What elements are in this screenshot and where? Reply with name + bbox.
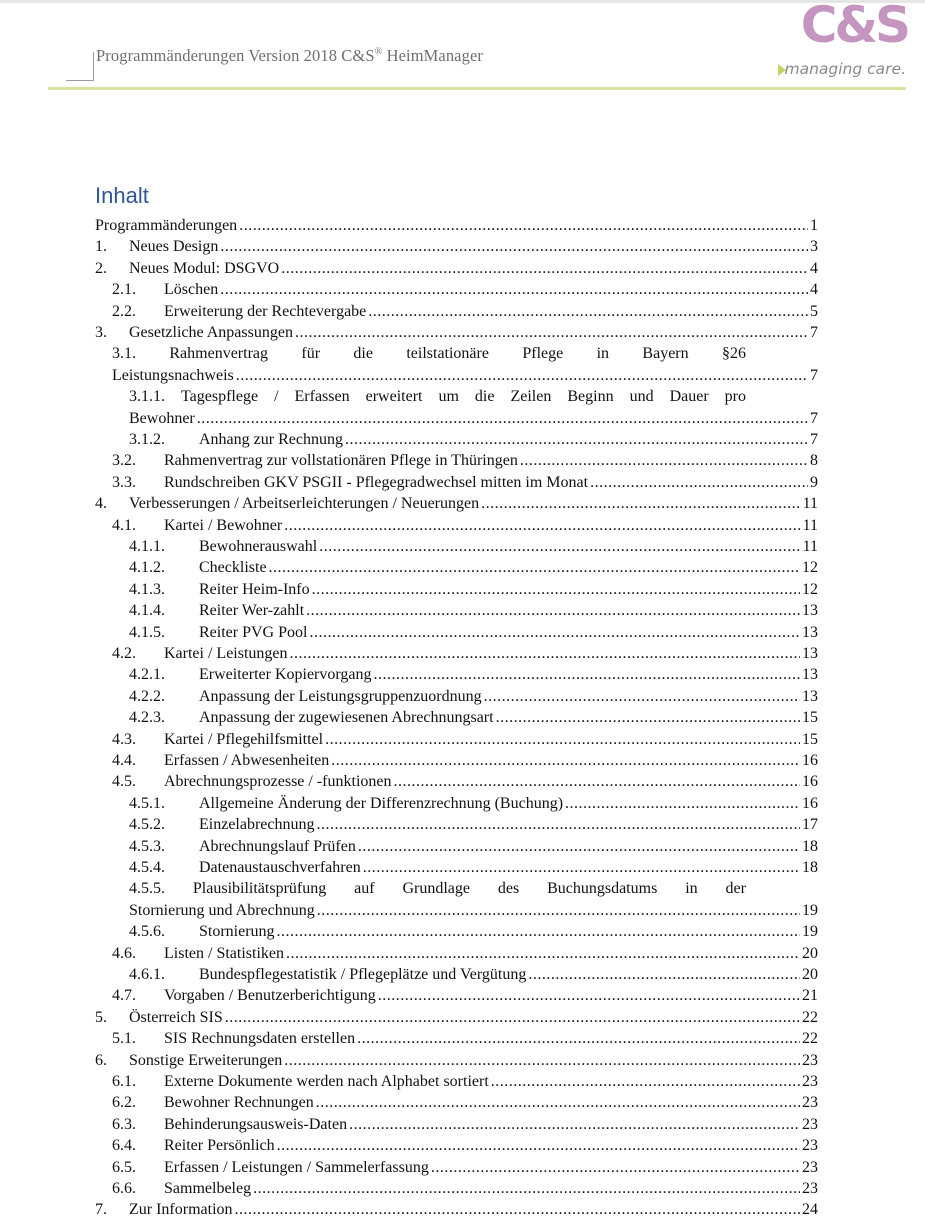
toc-entry-page: 20 xyxy=(802,944,818,962)
toc-entry-number: 3. xyxy=(95,324,107,341)
toc-entry-title: Kartei / Leistungen xyxy=(164,645,288,662)
toc-leader-dots xyxy=(306,600,800,621)
toc-leader-dots xyxy=(331,750,800,771)
toc-entry-title: Abrechnungsprozesse / -funktionen xyxy=(164,773,392,791)
toc-entry-word: Erfassen xyxy=(294,388,350,406)
toc-entry-page: 3 xyxy=(810,238,818,256)
toc-entry[interactable] xyxy=(129,686,818,707)
toc-entry-page: 12 xyxy=(802,559,818,577)
toc-entry-word: um xyxy=(438,388,459,406)
toc-entry-word: Grundlage xyxy=(402,880,470,898)
toc-leader-dots xyxy=(312,579,800,600)
toc-entry-number: 4.5.4. xyxy=(129,859,165,876)
toc-leader-dots xyxy=(349,1114,800,1135)
toc-entry-word: für xyxy=(301,345,321,363)
toc-entry-number: 4.1.1. xyxy=(129,538,165,555)
toc-entry-word: / xyxy=(274,388,279,406)
toc-leader-dots xyxy=(394,771,801,792)
logo-tagline: managing care. xyxy=(784,60,906,78)
toc-entry-number: 6.6. xyxy=(112,1180,136,1197)
toc-entry[interactable] xyxy=(95,1199,818,1220)
toc-entry-page: 15 xyxy=(802,730,818,748)
toc-entry[interactable] xyxy=(129,964,818,985)
toc-entry[interactable] xyxy=(112,365,818,386)
toc-entry-title: Verbesserungen / Arbeitserleichterungen / Neuerungen xyxy=(129,495,480,513)
toc-entry-word: Rahmenvertrag xyxy=(169,345,268,363)
toc-entry-number: 4.1.3. xyxy=(129,580,165,598)
toc-entry-number: 4.1. xyxy=(112,516,136,534)
toc-leader-dots xyxy=(357,1028,800,1049)
toc-entry-page: 8 xyxy=(810,452,818,470)
toc-entry-title: Sammelbeleg xyxy=(164,1180,252,1197)
toc-entry-word: Buchungsdatums xyxy=(547,880,658,898)
toc-entry-page: 17 xyxy=(802,816,818,834)
toc-entry-word: §26 xyxy=(722,345,746,363)
toc-entry-page: 4 xyxy=(810,259,818,277)
toc-entry-number: 4.5.1. xyxy=(129,794,165,812)
toc-entry-number: 2. xyxy=(95,259,107,277)
toc-leader-dots xyxy=(528,964,800,985)
toc-entry-page: 12 xyxy=(802,580,818,598)
toc-leader-dots xyxy=(496,707,800,728)
toc-entry-title: Erfassen / Abwesenheiten xyxy=(164,752,330,769)
toc-entry-number: 4.1.5. xyxy=(129,623,165,641)
toc-entry[interactable] xyxy=(112,515,818,536)
toc-entry[interactable] xyxy=(129,900,818,921)
toc-entry-page: 4 xyxy=(810,281,818,299)
toc-entry[interactable] xyxy=(112,1157,818,1178)
toc-entry[interactable] xyxy=(112,279,818,300)
toc-entry-number: 4.1.2. xyxy=(129,559,165,577)
toc-entry-word: in xyxy=(685,880,698,898)
toc-leader-dots xyxy=(284,515,800,536)
toc-leader-dots xyxy=(295,322,808,343)
toc-entry[interactable] xyxy=(112,643,818,664)
toc-entry-number: 6.4. xyxy=(112,1137,136,1155)
toc-entry-page: 16 xyxy=(802,773,818,791)
toc-entry-number: 4.2.1. xyxy=(129,666,165,684)
toc-entry-title: Kartei / Bewohner xyxy=(164,516,283,534)
toc-entry[interactable] xyxy=(112,1092,818,1113)
toc-entry-number: 4.3. xyxy=(112,730,136,748)
toc-entry-title: Österreich SIS xyxy=(129,1008,223,1026)
toc-entry-page: 23 xyxy=(802,1115,818,1133)
toc-title: Inhalt xyxy=(95,183,149,208)
toc-entry-title: Bewohnerauswahl xyxy=(199,538,318,555)
toc-leader-dots xyxy=(269,557,800,578)
toc-entry-number: 4.7. xyxy=(112,987,136,1005)
toc-leader-dots xyxy=(277,1135,800,1156)
toc-entry-number: 3.1.2. xyxy=(129,431,165,448)
toc-entry-number: 4.5.6. xyxy=(129,923,165,941)
toc-leader-dots xyxy=(317,900,800,921)
toc-entry-title: Anpassung der zugewiesenen Abrechnungsart xyxy=(199,709,494,727)
toc-entry[interactable] xyxy=(112,1028,818,1049)
toc-entry-page: 13 xyxy=(802,602,818,620)
toc-entry-title: Anhang zur Rechnung xyxy=(199,431,343,448)
toc-entry[interactable] xyxy=(129,408,818,429)
toc-entry-page: 13 xyxy=(802,623,818,641)
toc-entry-number: 4.1.4. xyxy=(129,602,165,620)
toc-leader-dots xyxy=(565,793,800,814)
toc-entry[interactable] xyxy=(129,600,818,621)
toc-entry[interactable] xyxy=(112,1114,818,1135)
toc-entry-number: 6.1. xyxy=(112,1073,136,1090)
toc-entry-word: die xyxy=(353,345,373,363)
toc-entry-word: auf xyxy=(354,880,375,898)
toc-entry[interactable] xyxy=(95,493,818,514)
toc-entry-page: 13 xyxy=(802,687,818,705)
toc-entry-page: 21 xyxy=(802,987,818,1005)
toc-entry-title: Programmänderungen xyxy=(95,217,238,234)
toc-entry[interactable] xyxy=(112,301,818,322)
toc-entry-page: 15 xyxy=(802,709,818,727)
toc-entry-title: Externe Dokumente werden nach Alphabet sortiert xyxy=(164,1073,489,1090)
toc-entry-title: Erweiterter Kopiervorgang xyxy=(199,666,372,684)
toc-entry-title: Rundschreiben GKV PSGII - Pflegegradwechsel mitten im Monat xyxy=(164,473,589,491)
toc-entry-title: Reiter Persönlich xyxy=(164,1137,275,1155)
toc-entry-title: Behinderungsausweis-Daten xyxy=(164,1115,348,1133)
toc-entry[interactable] xyxy=(112,750,818,771)
toc-entry[interactable] xyxy=(95,322,818,343)
toc-entry-number: 4.2.2. xyxy=(129,687,165,705)
toc-leader-dots xyxy=(431,1157,800,1178)
toc-entry-number: 4.2.3. xyxy=(129,709,165,727)
toc-entry-number: 6.3. xyxy=(112,1115,136,1133)
toc-entry-number: 3.1.1. xyxy=(129,388,165,406)
toc-leader-dots xyxy=(358,836,800,857)
toc-entry-line[interactable] xyxy=(112,343,746,364)
toc-entry-title: Kartei / Pflegehilfsmittel xyxy=(164,730,324,748)
toc-leader-dots xyxy=(286,943,800,964)
toc-entry[interactable] xyxy=(112,472,818,493)
toc-entry-title: SIS Rechnungsdaten erstellen xyxy=(164,1030,356,1048)
toc-entry-page: 20 xyxy=(802,966,818,983)
toc-leader-dots xyxy=(290,643,800,664)
toc-leader-dots xyxy=(253,1178,800,1199)
toc-entry-title: Reiter PVG Pool xyxy=(199,623,308,641)
toc-entry-title: Reiter Wer-zahlt xyxy=(199,602,305,620)
toc-entry-page: 7 xyxy=(810,324,818,341)
toc-entry-title: Allgemeine Änderung der Differenzrechnung (Buchung) xyxy=(199,794,564,812)
toc-leader-dots xyxy=(325,729,800,750)
toc-entry-page: 24 xyxy=(802,1201,818,1219)
toc-leader-dots xyxy=(197,408,808,429)
toc-entry-number: 7. xyxy=(95,1201,107,1219)
toc-entry-page: 22 xyxy=(802,1030,818,1048)
toc-entry[interactable] xyxy=(112,729,818,750)
toc-entry-number: 4.2. xyxy=(112,645,136,662)
toc-entry[interactable] xyxy=(129,622,818,643)
toc-entry-number: 4.5.2. xyxy=(129,816,165,834)
toc-leader-dots xyxy=(236,365,808,386)
toc-entry-word: und xyxy=(629,388,654,406)
toc-leader-dots xyxy=(316,1092,800,1113)
toc-entry[interactable] xyxy=(129,836,818,857)
toc-entry-word: erweitert xyxy=(365,388,423,406)
toc-entry-page: 7 xyxy=(810,409,818,427)
running-header: Programmänderungen Version 2018 C&S® HeimManager xyxy=(96,46,483,65)
toc-leader-dots xyxy=(345,429,808,450)
toc-leader-dots xyxy=(309,622,800,643)
toc-entry-title: Reiter Heim-Info xyxy=(199,580,310,598)
toc-entry-word: pro xyxy=(724,388,746,406)
toc-leader-dots xyxy=(281,258,808,279)
toc-entry-word: Pflege xyxy=(522,345,564,363)
toc-entry-number: 4.6.1. xyxy=(129,966,165,983)
toc-entry-number: 3.1. xyxy=(112,345,136,363)
toc-entry-number: 2.1. xyxy=(112,281,136,299)
toc-entry[interactable] xyxy=(129,429,818,450)
toc-entry-number: 3.3. xyxy=(112,473,136,491)
toc-entry[interactable] xyxy=(129,664,818,685)
toc-leader-dots xyxy=(368,301,808,322)
toc-entry-word: Beginn xyxy=(567,388,614,406)
toc-entry-page: 9 xyxy=(810,473,818,491)
toc-entry-page: 5 xyxy=(810,302,818,320)
toc-entry[interactable] xyxy=(129,707,818,728)
toc-entry-page: 19 xyxy=(802,901,818,919)
toc-leader-dots xyxy=(481,493,801,514)
toc-entry-number: 4.5. xyxy=(112,773,136,791)
toc-entry-page: 19 xyxy=(802,923,818,941)
toc-entry-page: 18 xyxy=(802,837,818,855)
toc-entry-title: Sonstige Erweiterungen xyxy=(129,1051,283,1069)
toc-entry-word: Zeilen xyxy=(510,388,552,406)
toc-entry-number: 5. xyxy=(95,1008,107,1026)
toc-entry-number: 4.4. xyxy=(112,752,136,769)
toc-entry-page: 1 xyxy=(810,217,818,234)
toc-entry-title: Vorgaben / Benutzerberichtigung xyxy=(164,987,376,1005)
toc-entry-word: Dauer xyxy=(669,388,709,406)
toc-entry-number: 6. xyxy=(95,1051,107,1069)
toc-entry-line[interactable] xyxy=(129,878,746,899)
toc-entry-title: Leistungsnachweis xyxy=(112,366,234,384)
toc-entry-word: die xyxy=(474,388,495,406)
toc-entry-page: 18 xyxy=(802,859,818,876)
toc-entry[interactable] xyxy=(129,857,818,878)
toc-entry-title: Abrechnungslauf Prüfen xyxy=(199,837,356,855)
toc-entry-page: 13 xyxy=(802,645,818,662)
toc-entry-word: teilstationäre xyxy=(406,345,489,363)
toc-entry-line[interactable] xyxy=(129,386,746,407)
toc-entry-number: 6.2. xyxy=(112,1094,136,1112)
toc-entry-title: Datenaustauschverfahren xyxy=(199,859,361,876)
toc-entry-page: 23 xyxy=(802,1051,818,1069)
toc-entry[interactable] xyxy=(112,771,818,792)
toc-entry-page: 16 xyxy=(802,794,818,812)
toc-leader-dots xyxy=(284,1050,800,1071)
toc-entry[interactable] xyxy=(95,215,818,236)
toc-entry[interactable] xyxy=(112,1071,818,1092)
logo-brand: C&S xyxy=(800,0,908,54)
toc-entry[interactable] xyxy=(112,1178,818,1199)
toc-entry[interactable] xyxy=(129,814,818,835)
toc-entry[interactable] xyxy=(112,985,818,1006)
toc-entry-title: Löschen xyxy=(164,281,219,299)
toc-entry-page: 7 xyxy=(810,431,818,448)
toc-entry-title: Bewohner xyxy=(129,409,195,427)
toc-entry-page: 23 xyxy=(802,1094,818,1112)
toc-entry-number: 5.1. xyxy=(112,1030,136,1048)
toc-entry-title: Gesetzliche Anpassungen xyxy=(129,324,293,341)
toc-entry-title: Listen / Statistiken xyxy=(164,944,284,962)
toc-entry[interactable] xyxy=(129,536,818,557)
toc-entry-page: 23 xyxy=(802,1073,818,1090)
toc-entry-title: Bewohner Rechnungen xyxy=(164,1094,314,1112)
toc-entry-page: 11 xyxy=(802,495,818,513)
toc-entry-page: 22 xyxy=(802,1008,818,1026)
toc-entry-title: Bundespflegestatistik / Pflegeplätze und Vergütung xyxy=(199,966,527,983)
toc-entry-number: 6.5. xyxy=(112,1158,136,1176)
toc-entry-number: 3.2. xyxy=(112,452,136,470)
toc-entry-page: 11 xyxy=(802,516,818,534)
toc-leader-dots xyxy=(378,985,800,1006)
toc-entry-title: Anpassung der Leistungsgruppenzuordnung xyxy=(199,687,482,705)
toc-entry-word: Bayern xyxy=(642,345,689,363)
toc-entry-title: Neues Design xyxy=(129,238,219,256)
toc-entry[interactable] xyxy=(129,921,818,942)
toc-entry-number: 4.5.5. xyxy=(129,880,165,898)
toc-leader-dots xyxy=(235,1199,800,1220)
toc-leader-dots xyxy=(319,536,800,557)
toc-entry-title: Erfassen / Leistungen / Sammelerfassung xyxy=(164,1158,429,1176)
toc-leader-dots xyxy=(239,215,808,236)
toc-entry-title: Rahmenvertrag zur vollstationären Pflege in Thüringen xyxy=(164,452,518,470)
toc-entry[interactable] xyxy=(112,1135,818,1156)
toc-entry[interactable] xyxy=(112,450,818,471)
toc-entry[interactable] xyxy=(95,258,818,279)
toc-entry-page: 23 xyxy=(802,1137,818,1155)
toc-leader-dots xyxy=(590,472,808,493)
toc-entry-word: Plausibilitätsprüfung xyxy=(192,880,327,898)
toc-entry[interactable] xyxy=(95,1007,818,1028)
toc-entry-word: des xyxy=(497,880,520,898)
toc-leader-dots xyxy=(225,1007,800,1028)
toc-leader-dots xyxy=(520,450,808,471)
toc-leader-dots xyxy=(220,279,808,300)
toc-entry-word: Tagespflege xyxy=(181,388,259,406)
toc-entry-page: 23 xyxy=(802,1180,818,1197)
toc-leader-dots xyxy=(484,686,800,707)
toc-entry[interactable] xyxy=(129,579,818,600)
toc-entry-number: 4.5.3. xyxy=(129,837,165,855)
toc-entry-number: 2.2. xyxy=(112,302,136,320)
toc-entry-page: 23 xyxy=(802,1158,818,1176)
toc-leader-dots xyxy=(317,814,801,835)
toc-entry-page: 16 xyxy=(802,752,818,769)
toc-entry[interactable] xyxy=(129,557,818,578)
toc-entry[interactable] xyxy=(112,943,818,964)
toc-leader-dots xyxy=(220,236,808,257)
toc-entry-number: 4. xyxy=(95,495,107,513)
toc-leader-dots xyxy=(374,664,800,685)
toc-entry[interactable] xyxy=(95,1050,818,1071)
toc-leader-dots xyxy=(277,921,800,942)
toc-entry-word: in xyxy=(596,345,610,363)
toc-entry-page: 13 xyxy=(802,666,818,684)
toc-leader-dots xyxy=(363,857,800,878)
toc-entry-title: Stornierung und Abrechnung xyxy=(129,901,315,919)
toc-entry-title: Checkliste xyxy=(199,559,267,577)
toc-entry[interactable] xyxy=(129,793,818,814)
toc-entry-number: 1. xyxy=(95,238,107,256)
toc-entry-title: Einzelabrechnung xyxy=(199,816,315,834)
toc-entry-title: Zur Information xyxy=(129,1201,233,1219)
toc-entry[interactable] xyxy=(95,236,818,257)
toc-entry-word: der xyxy=(725,880,746,898)
toc-entry-page: 11 xyxy=(802,538,818,555)
toc-entry-title: Stornierung xyxy=(199,923,275,941)
toc-leader-dots xyxy=(491,1071,800,1092)
toc-entry-title: Erweiterung der Rechtevergabe xyxy=(164,302,367,320)
toc-entry-page: 7 xyxy=(810,366,818,384)
toc-entry-number: 4.6. xyxy=(112,944,136,962)
toc-entry-title: Neues Modul: DSGVO xyxy=(129,259,280,277)
